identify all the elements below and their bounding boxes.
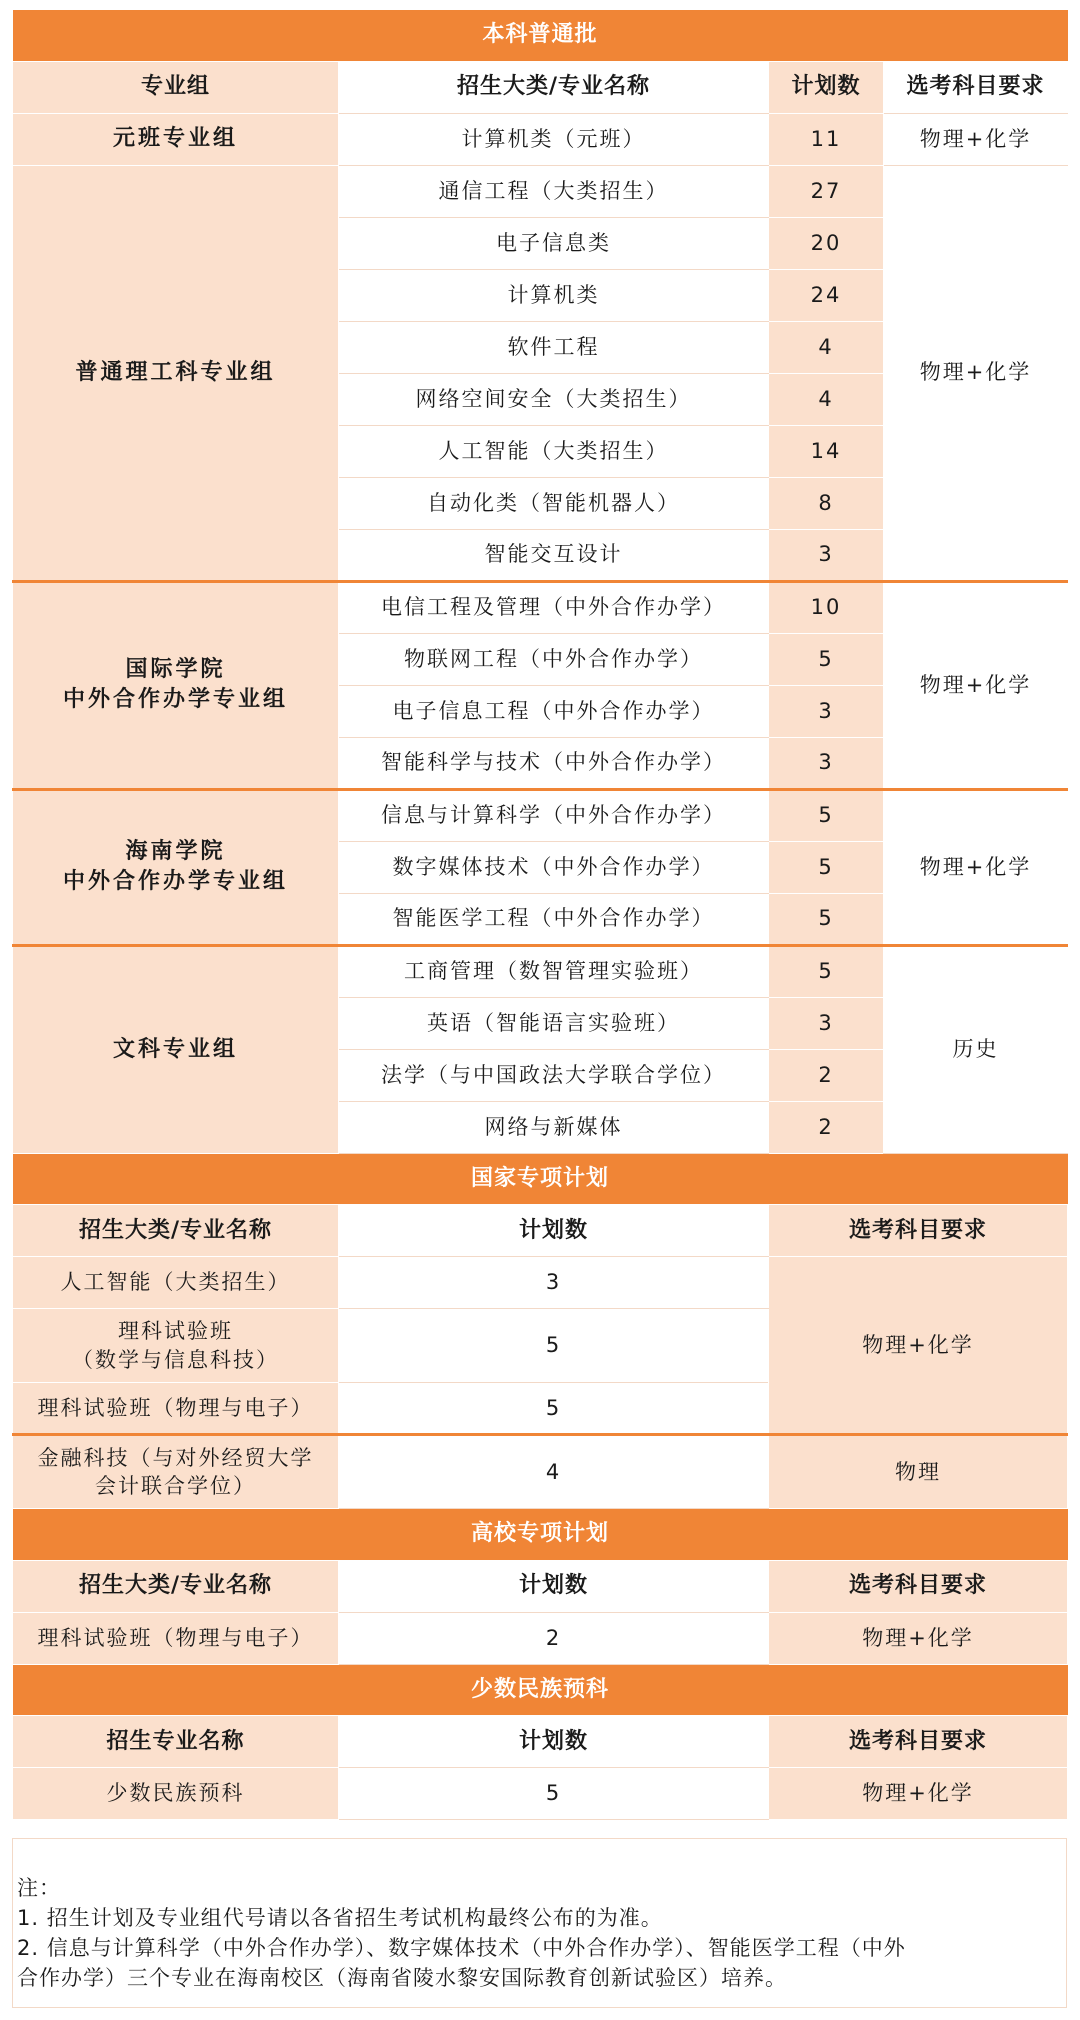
requirement: 物理+化学: [769, 1612, 1068, 1664]
major-name: 理科试验班 （数学与信息科技）: [13, 1309, 339, 1383]
plan-count: 3: [769, 529, 884, 581]
header-requirement: 选考科目要求: [884, 61, 1068, 113]
section-title: 高校专项计划: [13, 1509, 1068, 1560]
major-name: 通信工程（大类招生）: [339, 165, 769, 217]
table-university-special: [12, 1509, 1068, 1665]
major-name: 计算机类（元班）: [339, 113, 769, 165]
major-name: 法学（与中国政法大学联合学位）: [339, 1049, 769, 1101]
group-name: 国际学院 中外合作办学专业组: [13, 581, 339, 789]
header-requirement: 选考科目要求: [769, 1205, 1068, 1257]
major-name: 信息与计算科学（中外合作办学）: [339, 789, 769, 841]
requirement: 物理+化学: [769, 1768, 1068, 1820]
major-name: 自动化类（智能机器人）: [339, 477, 769, 529]
plan-count: 3: [769, 997, 884, 1049]
plan-count: 2: [769, 1049, 884, 1101]
plan-count: 20: [769, 217, 884, 269]
major-name: 网络空间安全（大类招生）: [339, 373, 769, 425]
plan-count: 24: [769, 269, 884, 321]
plan-count: 3: [339, 1257, 769, 1309]
note-line: 合作办学）三个专业在海南校区（海南省陵水黎安国际教育创新试验区）培养。: [17, 1966, 787, 1990]
plan-count: 4: [769, 321, 884, 373]
header-count: 计划数: [339, 1716, 769, 1768]
plan-count: 2: [769, 1101, 884, 1153]
plan-count: 4: [769, 373, 884, 425]
major-name: 智能交互设计: [339, 529, 769, 581]
major-name: 工商管理（数智管理实验班）: [339, 945, 769, 997]
header-requirement: 选考科目要求: [769, 1560, 1068, 1612]
major-name: 计算机类: [339, 269, 769, 321]
header-requirement: 选考科目要求: [769, 1716, 1068, 1768]
admission-plan: [12, 10, 1067, 1820]
header-count: 计划数: [769, 61, 884, 113]
major-name: 少数民族预科: [13, 1768, 339, 1820]
plan-count: 5: [769, 945, 884, 997]
plan-count: 5: [769, 893, 884, 945]
requirement: 物理+化学: [884, 581, 1068, 789]
note-line: 1. 招生计划及专业组代号请以各省招生考试机构最终公布的为准。: [17, 1906, 663, 1930]
plan-count: 10: [769, 581, 884, 633]
major-name: 软件工程: [339, 321, 769, 373]
table-national-special: [12, 1154, 1068, 1510]
major-name: 电子信息工程（中外合作办学）: [339, 685, 769, 737]
section-title: 少数民族预科: [13, 1665, 1068, 1716]
requirement: 历史: [884, 945, 1068, 1153]
requirement: 物理: [769, 1435, 1068, 1509]
notes-label: 注：: [17, 1876, 61, 1900]
plan-count: 5: [769, 841, 884, 893]
plan-count: 5: [769, 789, 884, 841]
header-count: 计划数: [339, 1205, 769, 1257]
plan-count: 8: [769, 477, 884, 529]
major-name: 智能医学工程（中外合作办学）: [339, 893, 769, 945]
plan-count: 5: [339, 1309, 769, 1383]
note-line: 2. 信息与计算科学（中外合作办学）、数字媒体技术（中外合作办学）、智能医学工程（中外: [17, 1936, 906, 1960]
plan-count: 11: [769, 113, 884, 165]
header-count: 计划数: [339, 1560, 769, 1612]
plan-count: 27: [769, 165, 884, 217]
requirement: 物理+化学: [884, 113, 1068, 165]
section-title: 本科普通批: [13, 10, 1068, 61]
group-name: 海南学院 中外合作办学专业组: [13, 789, 339, 945]
major-name: 网络与新媒体: [339, 1101, 769, 1153]
plan-count: 3: [769, 737, 884, 789]
major-name: 电子信息类: [339, 217, 769, 269]
major-name: 英语（智能语言实验班）: [339, 997, 769, 1049]
major-name: 人工智能（大类招生）: [339, 425, 769, 477]
major-name: 物联网工程（中外合作办学）: [339, 633, 769, 685]
section-title: 国家专项计划: [13, 1154, 1068, 1205]
header-group: 专业组: [13, 61, 339, 113]
plan-count: 5: [339, 1383, 769, 1435]
header-major: 招生大类/专业名称: [339, 61, 769, 113]
requirement: 物理+化学: [769, 1257, 1068, 1435]
major-name: 人工智能（大类招生）: [13, 1257, 339, 1309]
major-name: 智能科学与技术（中外合作办学）: [339, 737, 769, 789]
header-major: 招生专业名称: [13, 1716, 339, 1768]
group-name: 文科专业组: [13, 945, 339, 1153]
plan-count: 5: [339, 1768, 769, 1820]
notes-box: [12, 1838, 1067, 2008]
table-undergraduate: [12, 10, 1068, 1154]
group-name: 元班专业组: [13, 113, 339, 165]
major-name: 理科试验班（物理与电子）: [13, 1383, 339, 1435]
plan-count: 4: [339, 1435, 769, 1509]
plan-count: 2: [339, 1612, 769, 1664]
table-minority-prep: [12, 1665, 1068, 1821]
header-major: 招生大类/专业名称: [13, 1205, 339, 1257]
major-name: 金融科技（与对外经贸大学 会计联合学位）: [13, 1435, 339, 1509]
major-name: 数字媒体技术（中外合作办学）: [339, 841, 769, 893]
major-name: 理科试验班（物理与电子）: [13, 1612, 339, 1664]
requirement: 物理+化学: [884, 789, 1068, 945]
plan-count: 14: [769, 425, 884, 477]
header-major: 招生大类/专业名称: [13, 1560, 339, 1612]
requirement: 物理+化学: [884, 165, 1068, 581]
plan-count: 3: [769, 685, 884, 737]
major-name: 电信工程及管理（中外合作办学）: [339, 581, 769, 633]
group-name: 普通理工科专业组: [13, 165, 339, 581]
plan-count: 5: [769, 633, 884, 685]
